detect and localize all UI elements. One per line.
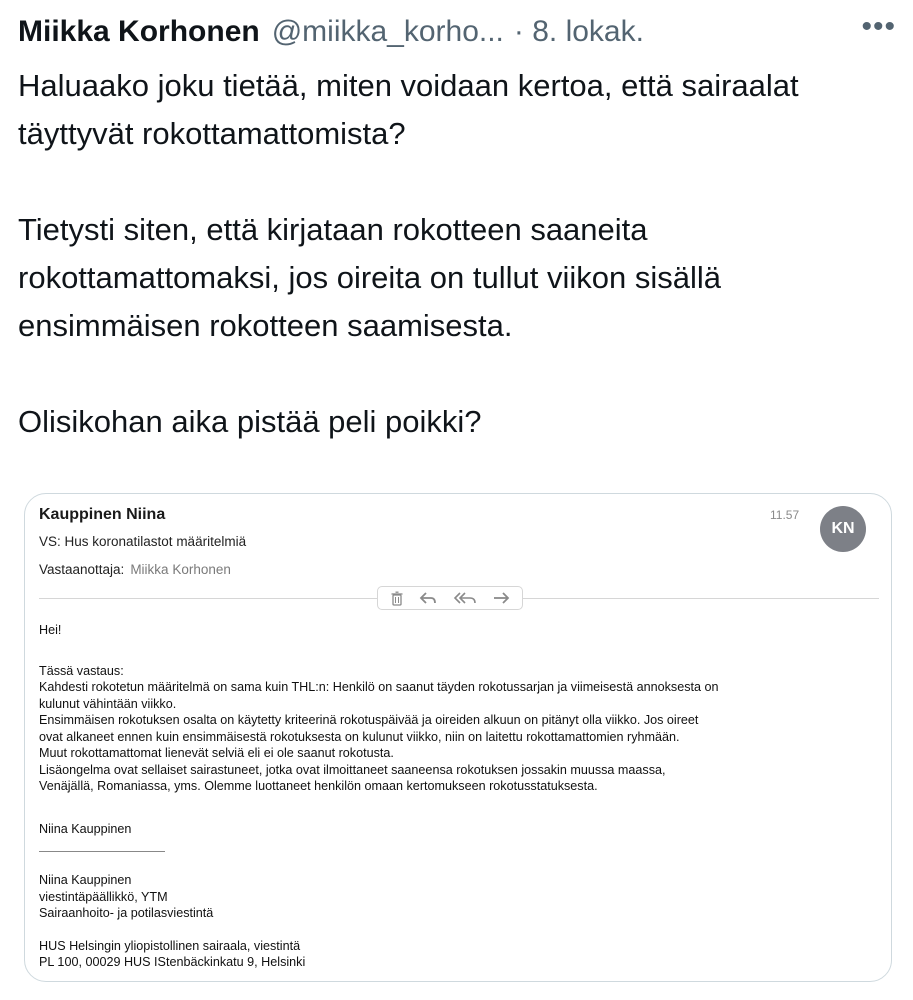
tweet-paragraph: Olisikohan aika pistää peli poikki? xyxy=(18,404,482,439)
email-body-line: Kahdesti rokotetun määritelmä on sama kuin THL:n: Henkilö on saanut täyden rokotussarjan ja viimeisestä annoksesta on xyxy=(39,680,719,694)
signature-department: Sairaanhoito- ja potilasviestintä xyxy=(39,906,214,920)
email-greeting: Hei! xyxy=(39,623,62,637)
reply-all-icon[interactable] xyxy=(453,591,477,605)
avatar: KN xyxy=(820,506,866,552)
recipient-label: Vastaanottaja: xyxy=(39,562,125,577)
signature-organization: HUS Helsingin yliopistollinen sairaala, viestintä xyxy=(39,938,301,953)
email-body xyxy=(39,622,879,971)
email-time: 11.57 xyxy=(770,508,800,522)
email-body-line: ovat alkaneet ennen kuin ensimmäisestä rokotuksesta on kulunut viikko, niin on laitettu rokottamattomien ryhmään. xyxy=(39,729,680,744)
email-body-line: Tässä vastaus: xyxy=(39,663,124,678)
email-recipient xyxy=(39,562,231,577)
attached-image[interactable] xyxy=(24,493,892,982)
signature-address: PL 100, 00029 HUS IStenbäckinkatu 9, Helsinki xyxy=(39,955,306,969)
author-name[interactable]: Miikka Korhonen xyxy=(18,15,260,48)
reply-icon[interactable] xyxy=(419,591,437,605)
email-body-line: Lisäongelma ovat sellaiset sairastuneet, jotka ovat ilmoittaneet saaneensa rokotuksen jossakin muussa maassa, xyxy=(39,762,666,777)
tweet-header xyxy=(18,10,898,54)
forward-icon[interactable] xyxy=(492,591,510,605)
email-subject: VS: Hus koronatilastot määritelmiä xyxy=(39,534,247,549)
email-toolbar xyxy=(377,586,523,610)
signature-divider xyxy=(39,851,165,852)
email-signoff: Niina Kauppinen xyxy=(39,821,132,836)
tweet-paragraph: Tietysti siten, että kirjataan rokotteen saaneita rokottamattomaksi, jos oireita on tullut viikon sisällä ensimmäisen rokotteen saamisesta. xyxy=(18,212,721,343)
trash-icon[interactable] xyxy=(390,591,404,606)
signature-title: viestintäpäällikkö, YTM xyxy=(39,889,168,904)
recipient-name: Miikka Korhonen xyxy=(130,562,231,577)
tweet-date[interactable]: · 8. lokak. xyxy=(513,15,644,48)
signature-gap xyxy=(39,922,879,938)
email-body-line: Venäjällä, Romaniassa, yms. Olemme luottaneet henkilön omaan kertomukseen rokotusstatuksesta. xyxy=(39,779,598,793)
email-body-line: Ensimmäisen rokotuksen osalta on käytetty kriteerinä rokotuspäivää ja oireiden alkuun on pitänyt olla viikko. Jos oireet xyxy=(39,713,699,727)
more-horizontal-icon[interactable]: ••• xyxy=(861,10,896,43)
signature-name: Niina Kauppinen xyxy=(39,873,132,887)
tweet-paragraph: Haluaako joku tietää, miten voidaan kertoa, että sairaalat täyttyvät rokottamattomista? xyxy=(18,68,799,151)
email-body-line: Muut rokottamattomat lienevät selviä eli ei ole saanut rokotusta. xyxy=(39,746,394,760)
author-handle[interactable]: @miikka_korho... xyxy=(271,15,504,48)
email-body-line: kulunut vähintään viikko. xyxy=(39,696,177,711)
email-sender: Kauppinen Niina xyxy=(39,506,166,523)
tweet-text xyxy=(18,62,898,494)
